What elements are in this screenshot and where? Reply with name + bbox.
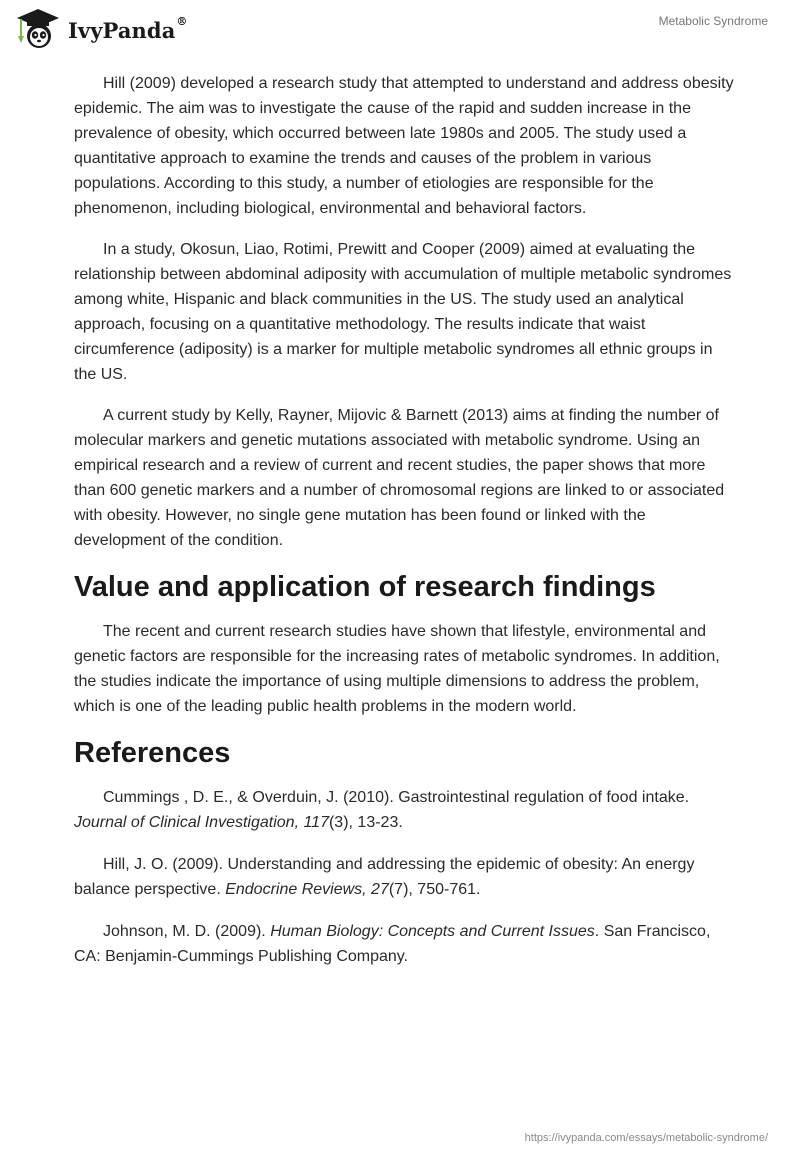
reference-item: Hill, J. O. (2009). Understanding and addressing the epidemic of obesity: An energy balance perspective. Endocrine Reviews, 27(7), 750-761. <box>74 856 695 898</box>
value-section-paragraph: The recent and current research studies have shown that lifestyle, environmental and genetic factors are responsible for the increasing rates of metabolic syndromes. In addition, the studies indicate the importance of using multiple dimensions to address the problem, which is one of the leading public health problems in the modern world. <box>74 623 720 715</box>
footer-url[interactable]: https://ivypanda.com/essays/metabolic-syndrome/ <box>524 1132 768 1144</box>
body-paragraph-3: A current study by Kelly, Rayner, Mijovic & Barnett (2013) aims at finding the number of molecular markers and genetic mutations associated with metabolic syndrome. Using an empirical research and a review of current and recent studies, the paper shows that more than 600 genetic markers and a number of chromosomal regions are linked to or associated with obesity. However, no single gene mutation has been found or linked with the development of the condition. <box>74 407 725 549</box>
body-paragraph-1: Hill (2009) developed a research study that attempted to understand and address obesity epidemic. The aim was to investigate the cause of the rapid and sudden increase in the prevalence of obesity, which occurred between late 1980s and 2005. The study used a quantitative approach to examine the trends and causes of the problem in various populations. According to this study, a number of etiologies are responsible for the phenomenon, including biological, environmental and behavioral factors. <box>74 75 734 217</box>
panda-icon <box>14 8 62 50</box>
references-heading: References <box>74 737 231 769</box>
body-paragraph-2: In a study, Okosun, Liao, Rotimi, Prewitt and Cooper (2009) aimed at evaluating the relationship between abdominal adiposity with accumulation of multiple metabolic syndromes among white, Hispanic and black communities in the US. The study used an analytical approach, focusing on a quantitative methodology. The results indicate that waist circumference (adiposity) is a marker for multiple metabolic syndromes all ethnic groups in the US. <box>74 241 732 383</box>
value-section-heading: Value and application of research findings <box>74 571 656 603</box>
page-header <box>0 0 800 60</box>
essay-body <box>74 71 734 986</box>
brand-name: IvyPanda® <box>68 14 188 43</box>
reference-list <box>74 785 734 969</box>
ivypanda-logo[interactable] <box>14 8 188 50</box>
reference-item: Cummings , D. E., & Overduin, J. (2010). Gastrointestinal regulation of food intake. Journal of Clinical Investigation, 117(3), 13-23. <box>74 789 690 831</box>
document-title: Metabolic Syndrome <box>658 14 768 28</box>
reference-item: Johnson, M. D. (2009). Human Biology: Concepts and Current Issues. San Francisco, CA: Benjamin-Cummings Publishing Company. <box>74 923 711 965</box>
